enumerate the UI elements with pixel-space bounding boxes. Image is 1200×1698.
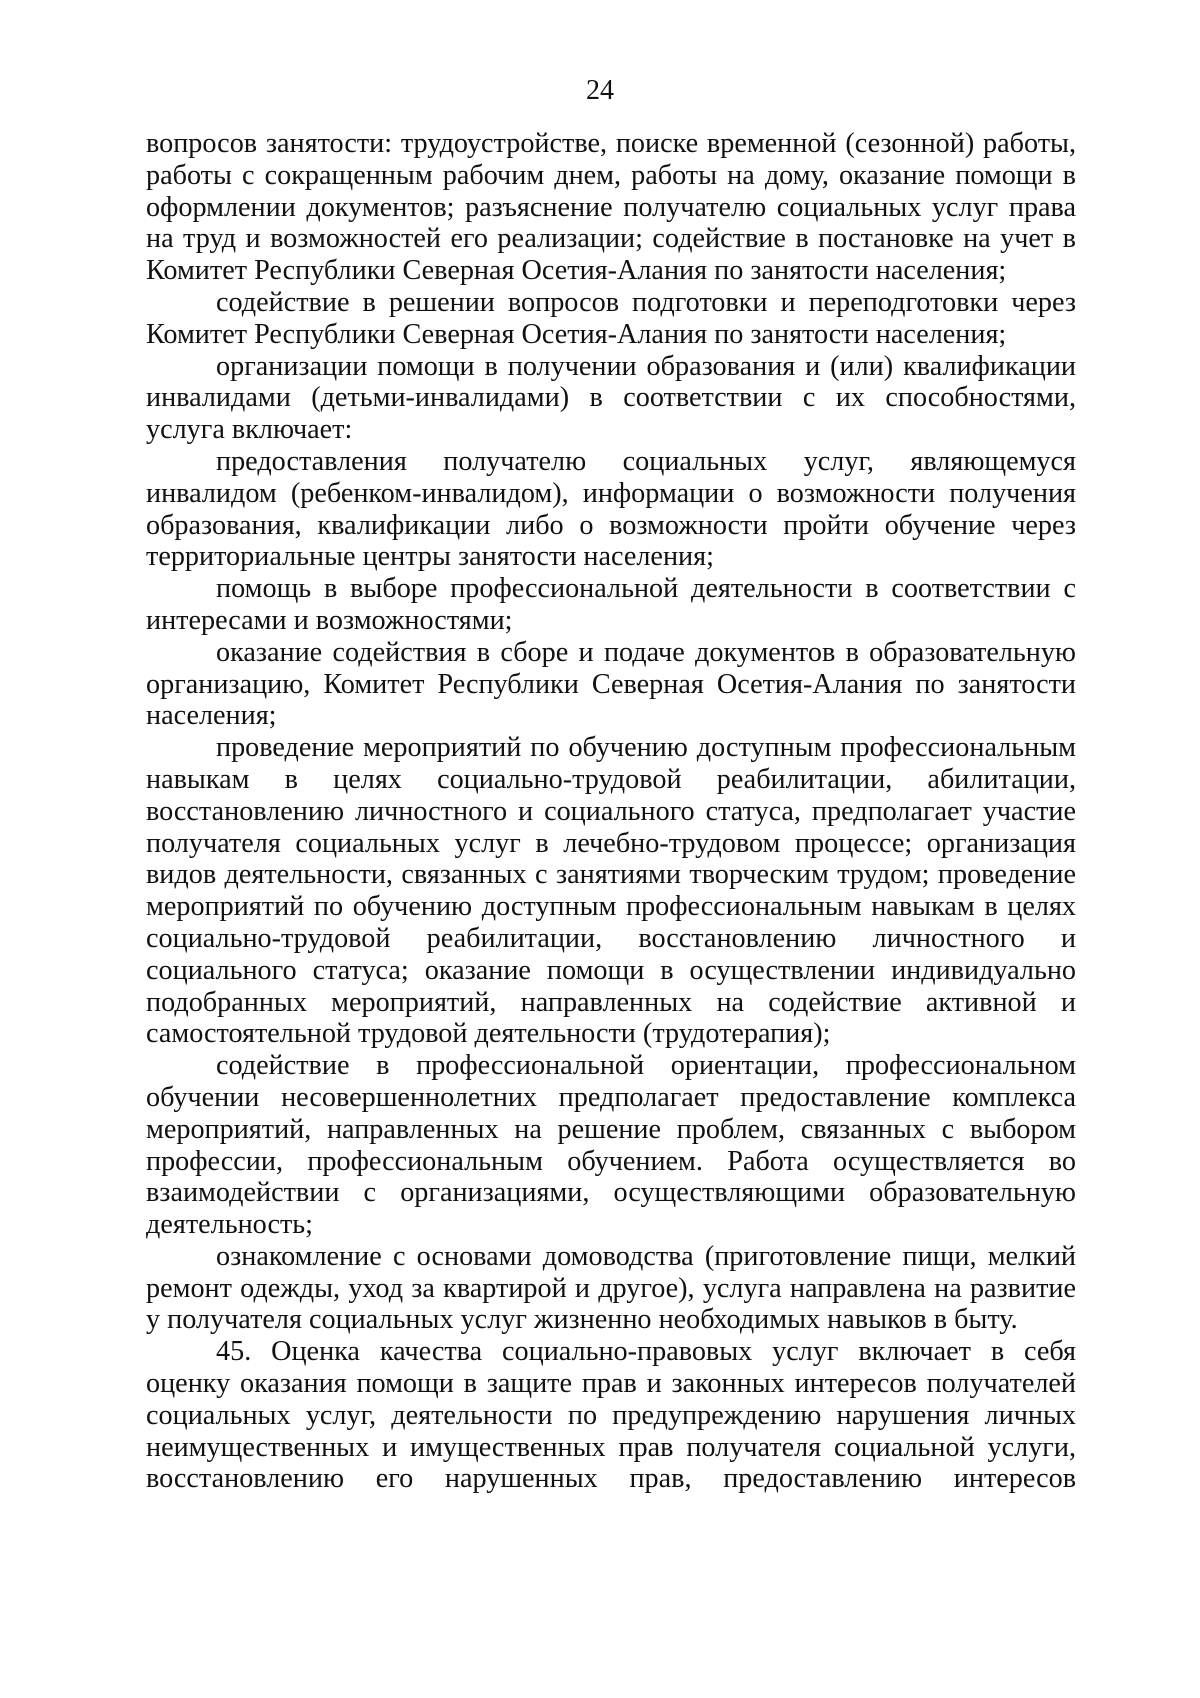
paragraph-housekeeping-basics: ознакомление с основами домоводства (приготовление пищи, мелкий ремонт одежды, уход за квартирой и другое), услуга направлена на развитие у получателя социальных услуг жизненно необходимых навыков в быту. [146,1240,1076,1336]
paragraph-education-organization: организации помощи в получении образования и (или) квалификации инвалидами (детьми-инвалидами) в соответствии с их способностями, услуга включает: [146,350,1076,446]
document-body [146,128,1076,1495]
paragraph-employment-questions: вопросов занятости: трудоустройстве, поиске временной (сезонной) работы, работы с сокращенным рабочим днем, работы на дому, оказание помощи в оформлении документов; разъяснение получателю социальных услуг права на труд и возможностей его реализации; содействие в постановке на учет в Комитет Республики Северная Осетия-Алания по занятости населения; [146,128,1076,287]
paragraph-occupational-training: проведение мероприятий по обучению доступным профессиональным навыкам в целях социально-трудовой реабилитации, абилитации, восстановлению личностного и социального статуса, предполагает участие получателя социальных услуг в лечебно-трудовом процессе; организация видов деятельности, связанных с занятиями творческим трудом; проведение мероприятий по обучению доступным профессиональным навыкам в целях социально-трудовой реабилитации, восстановлению личностного и социального статуса; оказание помощи в осуществлении индивидуально подобранных мероприятий, направленных на содействие активной и самостоятельной трудовой деятельности (трудотерапия); [146,732,1076,1050]
page-number: 24 [586,75,614,106]
paragraph-career-guidance: содействие в профессиональной ориентации, профессиональном обучении несовершеннолетних предполагает предоставление комплекса мероприятий, направленных на решение проблем, связанных с выбором профессии, профессиональным обучением. Работа осуществляется во взаимодействии с организациями, осуществляющими образовательную деятельность; [146,1050,1076,1241]
paragraph-training-assistance: содействие в решении вопросов подготовки и переподготовки через Комитет Республики Северная Осетия-Алания по занятости населения; [146,286,1076,350]
paragraph-document-submission: оказание содействия в сборе и подаче документов в образовательную организацию, Комитет Республики Северная Осетия-Алания по занятости населения; [146,636,1076,732]
paragraph-career-choice: помощь в выборе профессиональной деятельности в соответствии с интересами и возможностями; [146,573,1076,636]
paragraph-item-45: 45. Оценка качества социально-правовых услуг включает в себя оценку оказания помощи в защите прав и законных интересов получателей социальных услуг, деятельности по предупреждению нарушения личных неимущественных и имущественных прав получателя социальной услуги, восстановлению его нарушенных прав, предоставлению интересов [146,1336,1076,1495]
paragraph-education-information: предоставления получателю социальных услуг, являющемуся инвалидом (ребенком-инвалидом), информации о возможности получения образования, квалификации либо о возможности пройти обучение через территориальные центры занятости населения; [146,445,1076,573]
